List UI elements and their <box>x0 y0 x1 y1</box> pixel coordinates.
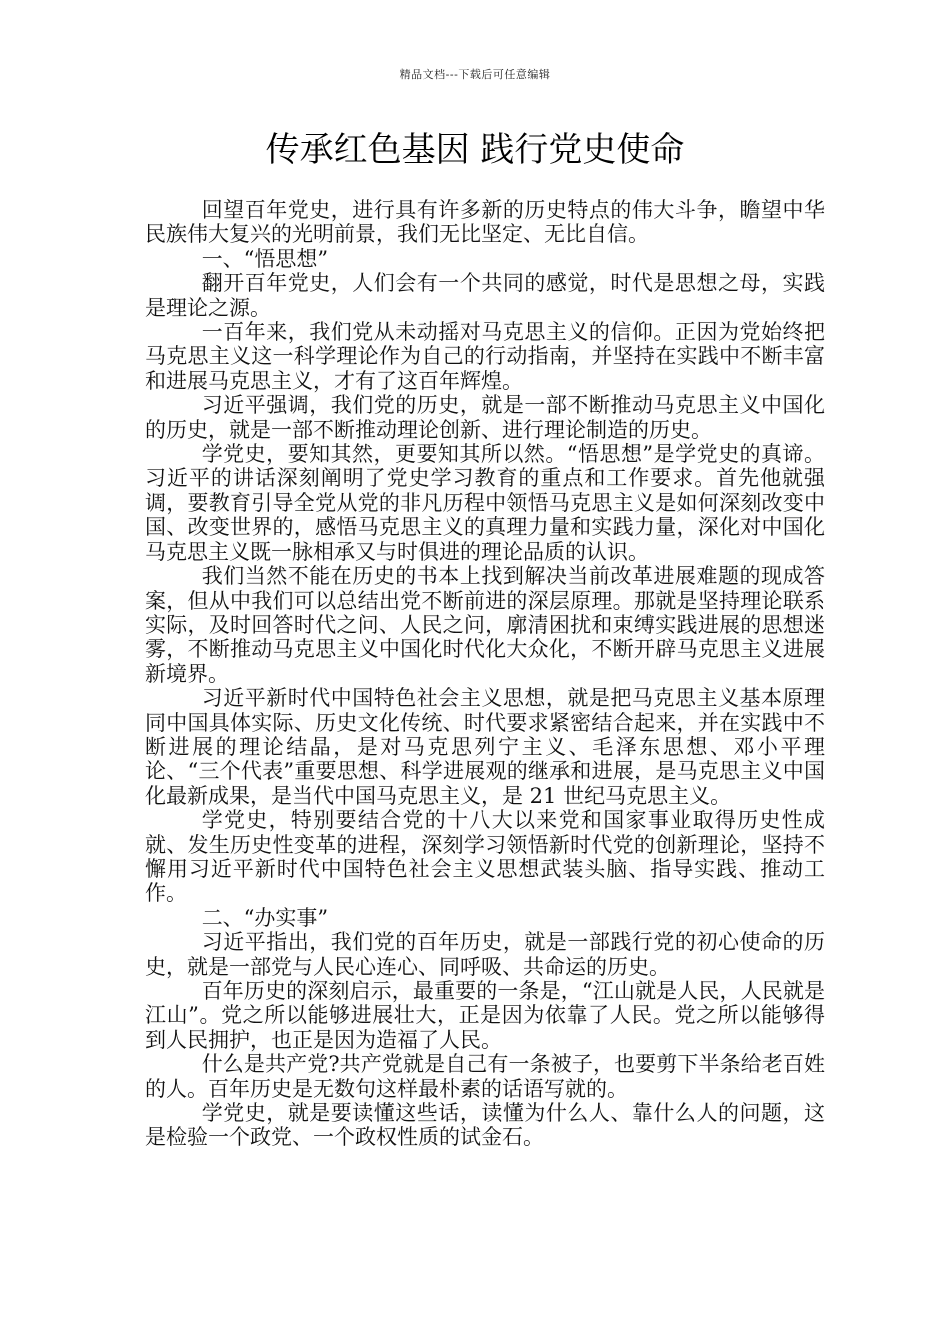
paragraph: 我们当然不能在历史的书本上找到解决当前改革进展难题的现成答案，但从中我们可以总结出党不断前进的深层原理。那就是坚持理论联系实际，及时回答时代之问、人民之问，廓清困扰和束缚实践进展的思想迷雾，不断推动马克思主义中国化时代化大众化，不断开辟马克思主义进展新境界。 <box>145 564 825 686</box>
section-heading: 二、“办实事” <box>201 905 329 930</box>
header-note: 精品文档---下载后可任意编辑 <box>399 68 551 81</box>
paragraph: 一百年来，我们党从未动摇对马克思主义的信仰。正因为党始终把马克思主义这一科学理论作为自己的行动指南，并坚持在实践中不断丰富和进展马克思主义，才有了这百年辉煌。 <box>145 320 825 393</box>
paragraph: 习近平强调，我们党的历史，就是一部不断推动马克思主义中国化的历史，就是一部不断推动理论创新、进行理论制造的历史。 <box>145 393 825 442</box>
paragraph: 学党史，就是要读懂这些话，读懂为什么人、靠什么人的问题，这是检验一个政党、一个政权性质的试金石。 <box>145 1101 825 1150</box>
paragraph: 学党史，要知其然，更要知其所以然。“悟思想”是学党史的真谛。习近平的讲话深刻阐明了党史学习教育的重点和工作要求。首先他就强调，要教育引导全党从党的非凡历程中领悟马克思主义是如何深刻改变中国、改变世界的，感悟马克思主义的真理力量和实践力量，深化对中国化马克思主义既一脉相承又与时俱进的理论品质的认识。 <box>145 442 825 564</box>
paragraph: 翻开百年党史，人们会有一个共同的感觉，时代是思想之母，实践是理论之源。 <box>145 271 825 320</box>
paragraph: 什么是共产党?共产党就是自己有一条被子，也要剪下半条给老百姓的人。百年历史是无数句这样最朴素的话语写就的。 <box>145 1052 825 1101</box>
paragraph: 百年历史的深刻启示，最重要的一条是，“江山就是人民，人民就是江山”。党之所以能够进展壮大，正是因为依靠了人民。党之所以能够得到人民拥护，也正是因为造福了人民。 <box>145 979 825 1052</box>
paragraph: 习近平指出，我们党的百年历史，就是一部践行党的初心使命的历史，就是一部党与人民心连心、同呼吸、共命运的历史。 <box>145 930 825 979</box>
document-body <box>145 198 825 1150</box>
document-title: 传承红色基因 践行党史使命 <box>265 130 685 170</box>
paragraph: 习近平新时代中国特色社会主义思想，就是把马克思主义基本原理同中国具体实际、历史文化传统、时代要求紧密结合起来，并在实践中不断进展的理论结晶，是对马克思列宁主义、毛泽东思想、邓小平理论、“三个代表”重要思想、科学进展观的继承和进展，是马克思主义中国化最新成果，是当代中国马克思主义，是 21 世纪马克思主义。 <box>145 686 825 808</box>
paragraph: 学党史，特别要结合党的十八大以来党和国家事业取得历史性成就、发生历史性变革的进程，深刻学习领悟新时代党的创新理论，坚持不懈用习近平新时代中国特色社会主义思想武装头脑、指导实践、推动工作。 <box>145 808 825 906</box>
section-heading: 一、“悟思想” <box>201 246 329 271</box>
paragraph: 回望百年党史，进行具有许多新的历史特点的伟大斗争，瞻望中华民族伟大复兴的光明前景，我们无比坚定、无比自信。 <box>145 198 825 247</box>
